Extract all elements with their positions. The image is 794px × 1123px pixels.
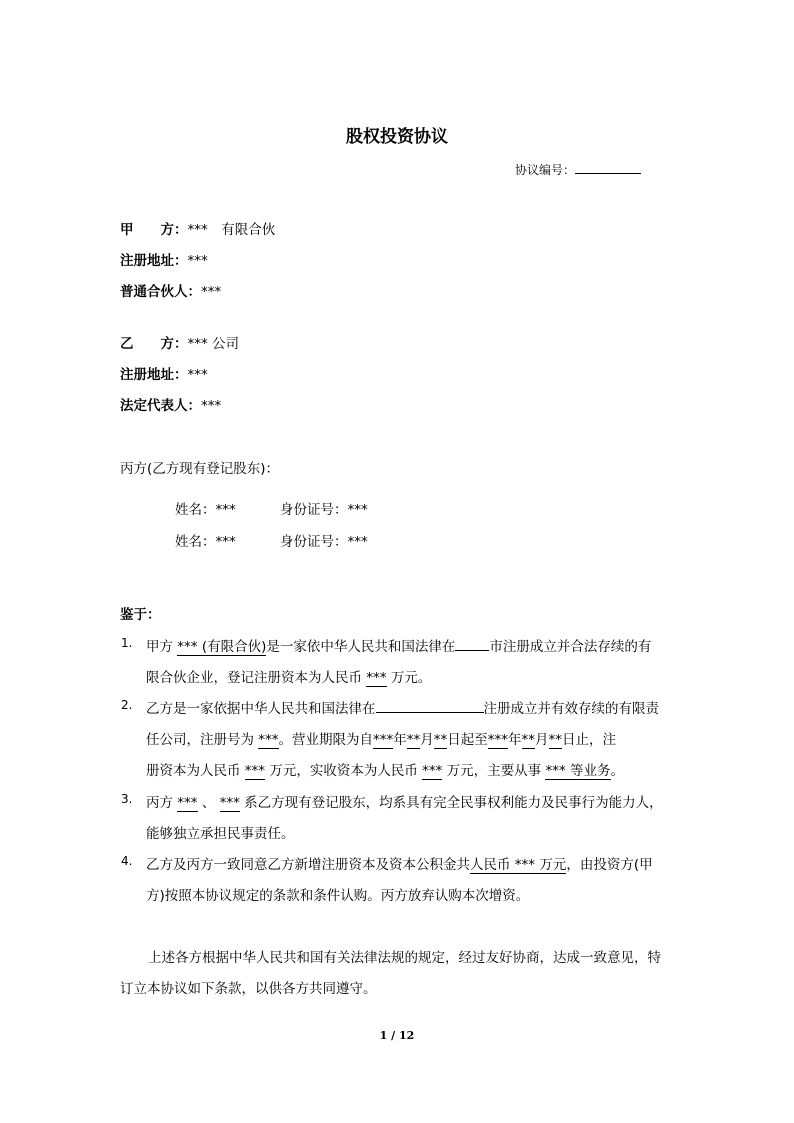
agreement-number-label: 协议编号： <box>515 163 576 177</box>
party-c-id-label: 身份证号： <box>280 502 348 518</box>
whereas-item-4-number: 4. <box>121 854 133 868</box>
party-c-name: *** <box>215 502 236 518</box>
party-b-name: *** 公司 <box>187 336 240 352</box>
whereas-item-3-line-1 <box>146 791 663 811</box>
underlined-fill: *** <box>373 732 394 748</box>
text-run: 日止，注 <box>562 732 617 748</box>
whereas-item-4-line-2: 方)按照本协议规定的条款和条件认购。丙方放弃认购本次增资。 <box>146 888 530 904</box>
underlined-fill: *** (有限合伙) <box>177 639 267 655</box>
party-a-row <box>120 218 275 238</box>
party-a-gp: *** <box>201 284 222 300</box>
whereas-item-3-line-2: 能够独立承担民事责任。 <box>146 826 295 842</box>
party-b-rep-row <box>120 394 221 414</box>
text-run: 乙方及丙方一致同意乙方新增注册资本及资本公积金共 <box>146 857 470 873</box>
party-a-gp-row <box>120 280 221 300</box>
text-run: 。营业期限为自 <box>278 732 374 748</box>
underlined-fill: *** <box>258 732 279 748</box>
party-a-label: 甲 方： <box>120 222 188 238</box>
text-run: 丙方 <box>146 795 178 811</box>
underlined-fill: ** <box>521 732 536 748</box>
text-run: 乙方是一家依据中华人民共和国法律在 <box>146 701 376 717</box>
text-run: 月 <box>420 732 434 748</box>
underlined-fill: *** <box>366 670 387 686</box>
closing-line-1: 上述各方根据中华人民共和国有关法律法规的规定，经过友好协商，达成一致意见，特 <box>148 950 661 966</box>
party-b-rep: *** <box>201 398 222 414</box>
party-c-id-label: 身份证号： <box>280 534 348 550</box>
text-run: 市注册成立并合法存续的有 <box>489 639 652 655</box>
page-title: 股权投资协议 <box>346 127 448 147</box>
party-b-label: 乙 方： <box>120 336 188 352</box>
text-run: 。 <box>610 763 625 779</box>
text-run: 限合伙企业，登记注册资本为人民币 <box>146 670 367 686</box>
party-b-address-row <box>120 363 208 383</box>
party-a-address-label: 注册地址： <box>120 253 188 269</box>
text-run: 任公司，注册号为 <box>146 732 259 748</box>
whereas-item-1-line-2 <box>146 666 431 686</box>
fill-blank <box>376 699 484 713</box>
text-run: 日起至 <box>447 732 488 748</box>
whereas-item-2-line-3 <box>146 759 624 779</box>
text-run: 甲方 <box>146 639 178 655</box>
party-c-row-2 <box>175 530 236 550</box>
text-run: 万元，主要从事 <box>442 763 546 779</box>
party-c-id: *** <box>347 502 368 518</box>
text-run: 册资本为人民币 <box>146 763 245 779</box>
party-a-name: *** 有限合伙 <box>187 222 276 238</box>
party-c-name: *** <box>215 534 236 550</box>
party-c-id-2 <box>280 530 368 550</box>
text-run: 月 <box>535 732 549 748</box>
party-c-id-1 <box>280 498 368 518</box>
text-run: 是一家依中华人民共和国法律在 <box>266 639 456 655</box>
underlined-fill: *** <box>177 795 198 811</box>
party-b-address-label: 注册地址： <box>120 367 188 383</box>
whereas-item-4-line-1 <box>146 853 653 873</box>
party-c-heading: 丙方(乙方现有登记股东)： <box>120 461 280 477</box>
whereas-item-1-number: 1. <box>121 636 133 650</box>
underlined-fill: *** <box>422 763 443 779</box>
whereas-item-2-number: 2. <box>121 698 133 712</box>
text-run: 年 <box>393 732 407 748</box>
party-a-address: *** <box>187 253 208 269</box>
text-run: 系乙方现有登记股东，均系具有完全民事权利能力及民事行为能力人， <box>239 795 663 811</box>
agreement-number <box>515 161 641 178</box>
text-run: 万元。 <box>386 670 432 686</box>
underlined-fill: 人民币 *** 万元 <box>470 857 567 873</box>
underlined-fill: ** <box>433 732 448 748</box>
party-a-gp-label: 普通合伙人： <box>120 284 201 300</box>
text-run: 年 <box>508 732 522 748</box>
text-run: 注册成立并有效存续的有限责 <box>483 701 659 717</box>
party-b-address: *** <box>187 367 208 383</box>
party-c-name-label: 姓名： <box>175 502 216 518</box>
whereas-item-3-number: 3. <box>121 792 133 806</box>
text-run: 、 <box>197 795 220 811</box>
whereas-item-1-line-1 <box>146 635 651 655</box>
underlined-fill: *** <box>219 795 240 811</box>
text-run: 万元，实收资本为人民币 <box>265 763 423 779</box>
page-number: 1 / 12 <box>379 1029 415 1042</box>
party-c-row-1 <box>175 498 236 518</box>
underlined-fill: *** 等业务 <box>545 763 611 779</box>
whereas-item-2-line-2 <box>146 728 616 748</box>
party-b-row <box>120 332 239 352</box>
whereas-heading: 鉴于： <box>120 607 161 623</box>
text-run: ，由投资方(甲 <box>566 857 653 873</box>
party-b-rep-label: 法定代表人： <box>120 398 201 414</box>
underlined-fill: ** <box>548 732 563 748</box>
closing-line-2: 订立本协议如下条款，以供各方共同遵守。 <box>120 981 377 997</box>
party-c-id: *** <box>347 534 368 550</box>
agreement-number-blank <box>575 161 641 174</box>
underlined-fill: ** <box>406 732 421 748</box>
party-c-name-label: 姓名： <box>175 534 216 550</box>
underlined-fill: *** <box>487 732 509 748</box>
underlined-fill: *** <box>244 763 266 779</box>
whereas-item-2-line-1 <box>146 697 659 717</box>
fill-blank <box>455 637 489 651</box>
party-a-address-row <box>120 249 208 269</box>
